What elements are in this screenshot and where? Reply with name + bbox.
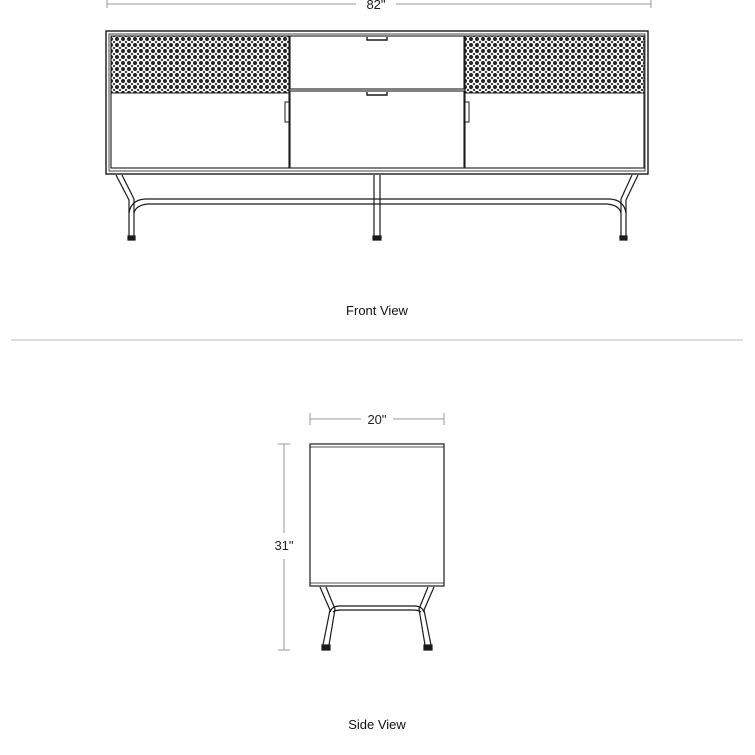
side-view-caption: Side View xyxy=(348,717,406,732)
front-view-caption: Front View xyxy=(346,303,408,318)
side-view xyxy=(274,412,444,732)
left-door-handle xyxy=(285,102,289,122)
left-door xyxy=(111,36,289,168)
right-door-handle xyxy=(465,102,469,122)
side-depth-label: 20" xyxy=(367,412,387,427)
front-base-frame xyxy=(116,175,638,240)
side-height-label: 31" xyxy=(274,538,294,553)
top-drawer-pull xyxy=(367,37,387,40)
side-base-frame xyxy=(320,587,434,650)
right-door xyxy=(465,36,644,168)
bottom-drawer xyxy=(290,91,464,168)
top-drawer xyxy=(290,36,464,89)
bottom-drawer-pull xyxy=(367,92,387,95)
side-cabinet-body xyxy=(310,444,444,586)
front-view xyxy=(106,0,651,318)
front-width-label: 82" xyxy=(366,0,386,12)
center-drawers xyxy=(290,36,464,168)
